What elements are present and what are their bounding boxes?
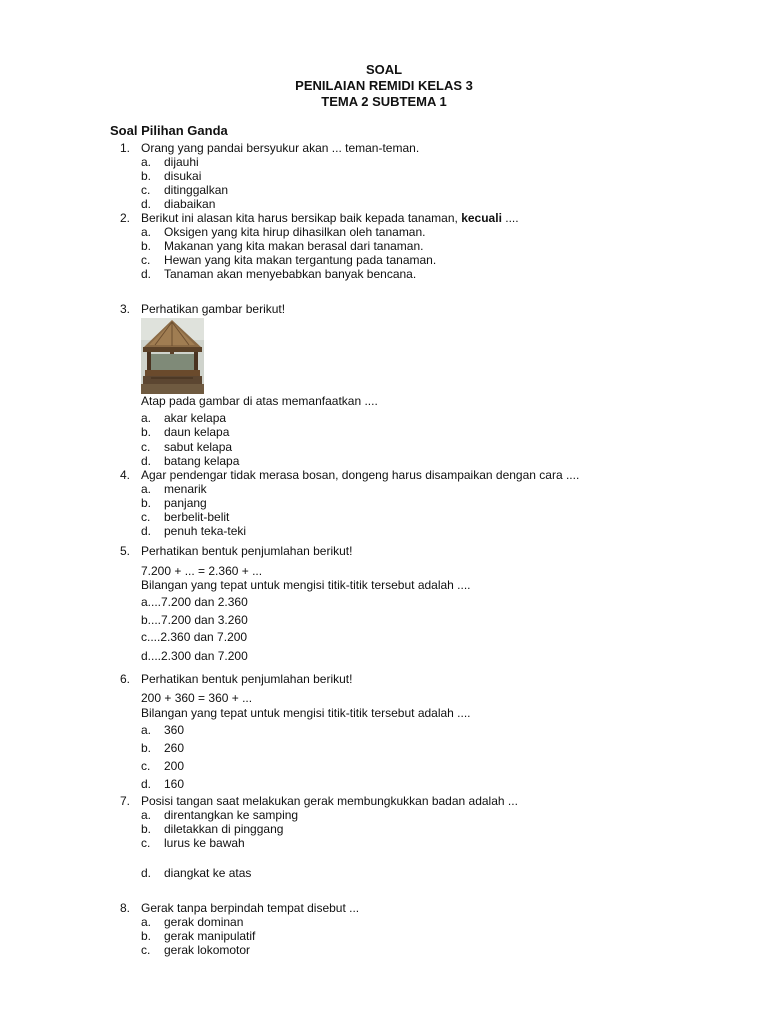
option-letter: c.	[141, 253, 151, 267]
option-letter: c.	[141, 183, 151, 197]
question-number: 5.	[120, 544, 131, 558]
option	[141, 267, 416, 281]
option	[141, 929, 255, 943]
option	[141, 723, 184, 737]
question-emphasis: kecuali	[461, 211, 502, 225]
option	[141, 169, 201, 183]
option-letter: d.	[141, 777, 152, 791]
option	[141, 225, 426, 239]
option-letter: b.	[141, 169, 152, 183]
option	[141, 425, 229, 439]
option-text: 160	[164, 777, 185, 791]
option-text: lurus ke bawah	[164, 836, 245, 850]
question-suffix: ....	[501, 211, 519, 225]
option-letter: c.	[141, 440, 151, 454]
option	[141, 440, 232, 454]
option-text: dijauhi	[164, 155, 199, 169]
option-text: penuh teka-teki	[164, 524, 247, 538]
option-letter: d.	[141, 197, 152, 211]
option-text: diletakkan di pinggang	[164, 822, 284, 836]
question-text: Berikut ini alasan kita harus bersikap baik kepada tanaman,	[141, 211, 458, 225]
option-letter: a.	[141, 411, 152, 425]
option-text: berbelit-belit	[164, 510, 230, 524]
question-3	[120, 302, 285, 316]
question-text: Posisi tangan saat melakukan gerak membungkukkan badan adalah ...	[141, 794, 518, 808]
option-letter: a.	[141, 225, 152, 239]
question-text: Perhatikan bentuk penjumlahan berikut!	[141, 672, 353, 686]
option	[141, 239, 423, 253]
option-text: gerak manipulatif	[164, 929, 256, 943]
option-text: disukai	[164, 169, 202, 183]
doc-title-soal: SOAL	[365, 62, 403, 77]
option-text: daun kelapa	[164, 425, 230, 439]
equation: 200 + 360 = 360 + ...	[141, 691, 253, 705]
option: c....2.360 dan 7.200	[141, 630, 248, 644]
option-text: 360	[164, 723, 185, 737]
question-number: 1.	[120, 141, 131, 155]
option	[141, 183, 228, 197]
option-letter: b.	[141, 425, 152, 439]
option	[141, 411, 226, 425]
option	[141, 197, 215, 211]
option-letter: d.	[141, 267, 152, 281]
option-text: Oksigen yang kita hirup dihasilkan oleh tanaman.	[164, 225, 426, 239]
option-letter: b.	[141, 496, 152, 510]
option-text: Tanaman akan menyebabkan banyak bencana.	[164, 267, 417, 281]
option	[141, 836, 245, 850]
option	[141, 155, 199, 169]
option-text: ditinggalkan	[164, 183, 229, 197]
option-letter: c.	[141, 836, 151, 850]
question-1	[120, 141, 419, 155]
option-text: gerak lokomotor	[164, 943, 251, 957]
question-followup: Atap pada gambar di atas memanfaatkan ....	[141, 394, 378, 408]
option-text: 260	[164, 741, 185, 755]
option-letter: d.	[141, 524, 152, 538]
option-letter: d.	[141, 866, 152, 880]
question-4	[120, 468, 579, 482]
question-2	[120, 211, 519, 225]
option	[141, 943, 250, 957]
option	[141, 482, 207, 496]
option	[141, 759, 184, 773]
question-text: Gerak tanpa berpindah tempat disebut ...	[141, 901, 360, 915]
option-text: panjang	[164, 496, 207, 510]
option-text: diangkat ke atas	[164, 866, 252, 880]
option-letter: a.	[141, 155, 152, 169]
option-text: 200	[164, 759, 185, 773]
option	[141, 454, 239, 468]
option	[141, 808, 298, 822]
question-number: 4.	[120, 468, 131, 482]
option	[141, 496, 207, 510]
option: d....2.300 dan 7.200	[141, 649, 248, 663]
option-text: diabaikan	[164, 197, 216, 211]
question-text: Agar pendengar tidak merasa bosan, dongeng harus disampaikan dengan cara ....	[141, 468, 580, 482]
option	[141, 524, 246, 538]
option-text: Makanan yang kita makan berasal dari tanaman.	[164, 239, 424, 253]
question-followup: Bilangan yang tepat untuk mengisi titik-titik tersebut adalah ....	[141, 578, 471, 592]
option-letter: c.	[141, 510, 151, 524]
section-title: Soal Pilihan Ganda	[110, 123, 228, 138]
question-7	[120, 794, 518, 808]
option-text: gerak dominan	[164, 915, 244, 929]
question-number: 6.	[120, 672, 131, 686]
option-letter: b.	[141, 822, 152, 836]
option-text: batang kelapa	[164, 454, 240, 468]
question-number: 7.	[120, 794, 131, 808]
option-letter: c.	[141, 943, 151, 957]
option	[141, 822, 283, 836]
option-letter: a.	[141, 808, 152, 822]
option	[141, 866, 251, 880]
option: b....7.200 dan 3.260	[141, 613, 248, 627]
option-letter: a.	[141, 482, 152, 496]
question-text: Perhatikan bentuk penjumlahan berikut!	[141, 544, 353, 558]
option	[141, 741, 184, 755]
option-letter: d.	[141, 454, 152, 468]
option-text: menarik	[164, 482, 207, 496]
option	[141, 253, 436, 267]
option	[141, 510, 229, 524]
gazebo-photo	[141, 318, 204, 394]
option-text: akar kelapa	[164, 411, 227, 425]
option-letter: c.	[141, 759, 151, 773]
question-followup: Bilangan yang tepat untuk mengisi titik-titik tersebut adalah ....	[141, 706, 471, 720]
option-letter: b.	[141, 929, 152, 943]
question-number: 3.	[120, 302, 131, 316]
option-letter: a.	[141, 915, 152, 929]
equation: 7.200 + ... = 2.360 + ...	[141, 564, 263, 578]
option-text: Hewan yang kita makan tergantung pada tanaman.	[164, 253, 437, 267]
option-text: direntangkan ke samping	[164, 808, 299, 822]
option-text: sabut kelapa	[164, 440, 233, 454]
question-8	[120, 901, 359, 915]
question-text: Orang yang pandai bersyukur akan ... teman-teman.	[141, 141, 420, 155]
doc-title-assessment: PENILAIAN REMIDI KELAS 3	[295, 78, 473, 93]
question-text: Perhatikan gambar berikut!	[141, 302, 286, 316]
question-5	[120, 544, 352, 558]
option	[141, 777, 184, 791]
option	[141, 915, 243, 929]
option: a....7.200 dan 2.360	[141, 595, 248, 609]
option-letter: b.	[141, 239, 152, 253]
option-letter: a.	[141, 723, 152, 737]
doc-title-theme: TEMA 2 SUBTEMA 1	[321, 94, 447, 109]
question-number: 2.	[120, 211, 131, 225]
option-letter: b.	[141, 741, 152, 755]
question-number: 8.	[120, 901, 131, 915]
question-6	[120, 672, 352, 686]
